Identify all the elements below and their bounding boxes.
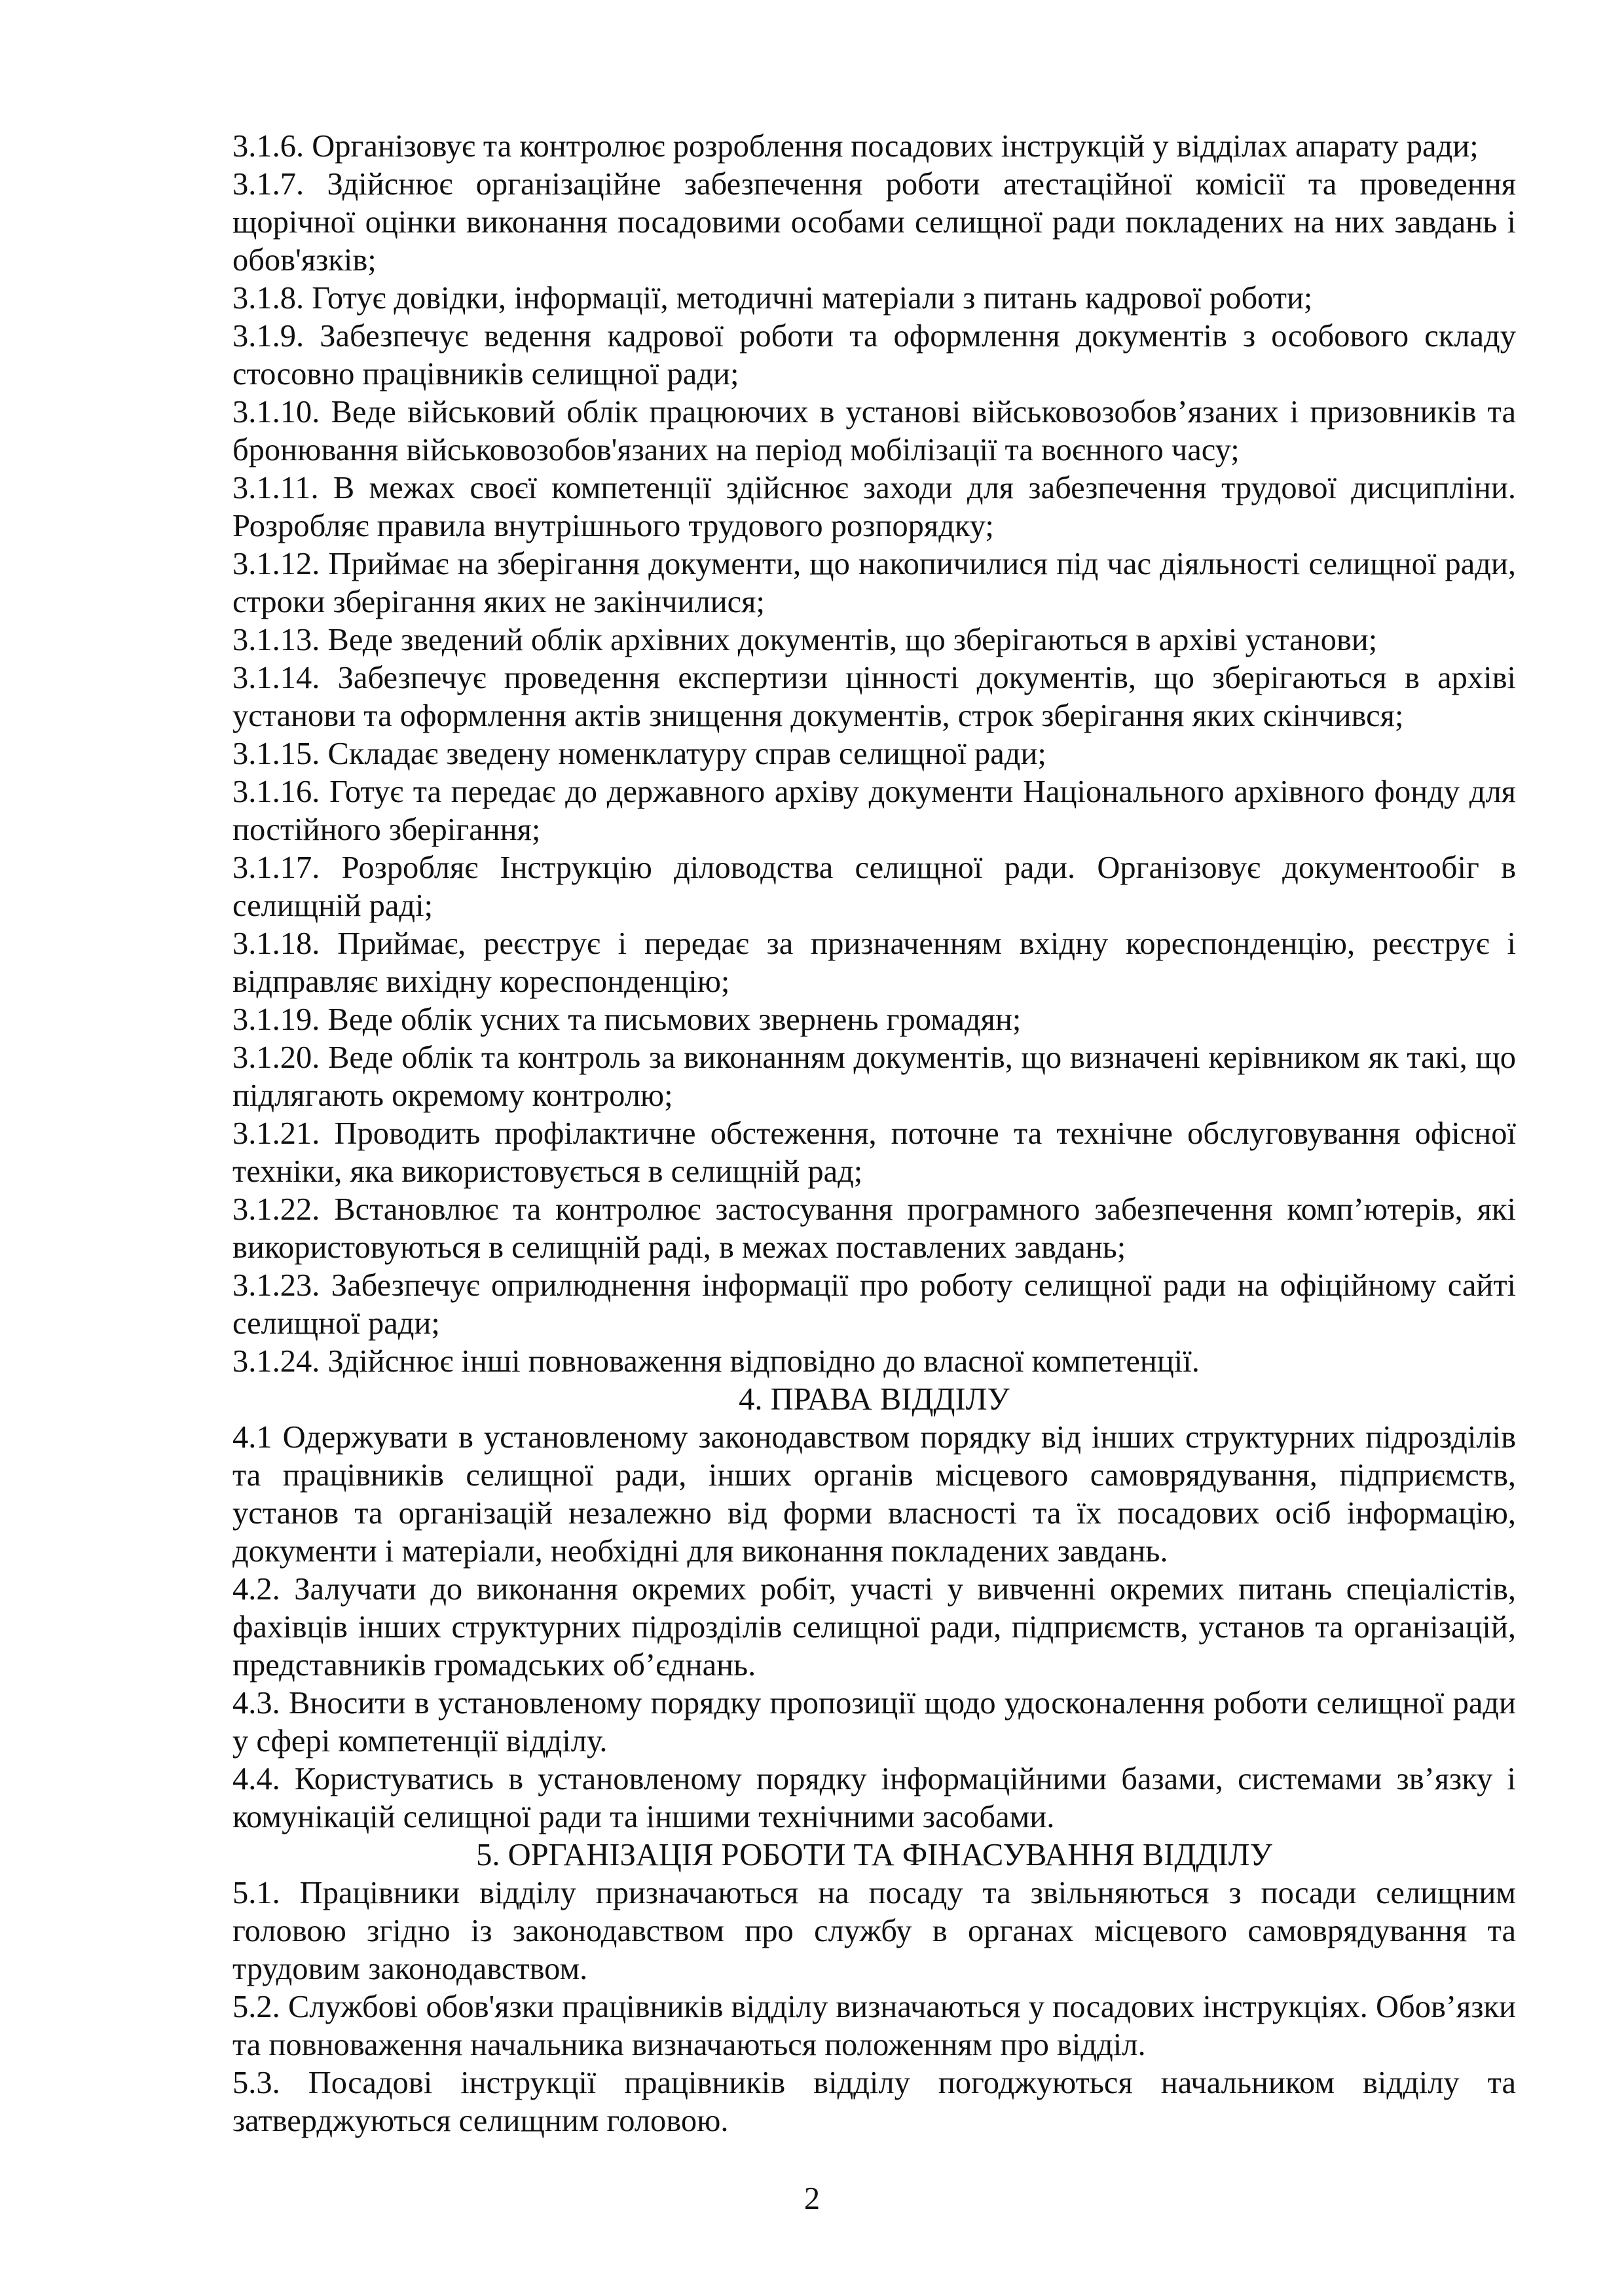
paragraph-4-2: 4.2. Залучати до виконання окремих робіт, участі у вивченні окремих питань спеціалістів, фахівців інших структурних підрозділів селищної ради, підприємств, установ та організацій, представників громадських об’єднань. <box>232 1572 1516 1683</box>
document-body <box>232 128 1516 2140</box>
paragraph-5-2: 5.2. Службові обов'язки працівників відділу визначаються у посадових інструкціях. Обов’язки та повноваження начальника визначаються положенням про відділ. <box>232 1990 1516 2062</box>
paragraph-3-1-6: 3.1.6. Організовує та контролює розроблення посадових інструкцій у відділах апарату ради; <box>232 129 1479 164</box>
paragraph-3-1-23: 3.1.23. Забезпечує оприлюднення інформації про роботу селищної ради на офіційному сайті селищної ради; <box>232 1268 1516 1341</box>
paragraph-5-1: 5.1. Працівники відділу призначаються на посаду та звільняються з посади селищним головою згідно із законодавством про службу в органах місцевого самоврядування та трудовим законодавством. <box>232 1876 1516 1986</box>
page-number: 2 <box>803 2181 821 2216</box>
paragraph-3-1-13: 3.1.13. Веде зведений облік архівних документів, що зберігаються в архіві установи; <box>232 623 1378 657</box>
paragraph-5-3: 5.3. Посадові інструкції працівників відділу погоджуються начальником відділу та затверджуються селищним головою. <box>232 2066 1516 2138</box>
paragraph-3-1-15: 3.1.15. Складає зведену номенклатуру справ селищної ради; <box>232 737 1046 771</box>
paragraph-3-1-18: 3.1.18. Приймає, реєструє і передає за призначенням вхідну кореспонденцію, реєструє і відправляє вихідну кореспонденцію; <box>232 926 1516 999</box>
paragraph-3-1-10: 3.1.10. Веде військовий облік працюючих в установі військовозобов’язаних і призовників та бронювання військовозобов'язаних на період мобілізації та воєнного часу; <box>232 395 1516 467</box>
paragraph-3-1-16: 3.1.16. Готує та передає до державного архіву документи Національного архівного фонду для постійного зберігання; <box>232 774 1516 847</box>
paragraph-3-1-19: 3.1.19. Веде облік усних та письмових звернень громадян; <box>232 1002 1022 1037</box>
paragraph-3-1-9: 3.1.9. Забезпечує ведення кадрової роботи та оформлення документів з особового складу стосовно працівників селищної ради; <box>232 319 1516 392</box>
paragraph-3-1-14: 3.1.14. Забезпечує проведення експертизи цінності документів, що зберігаються в архіві установи та оформлення актів знищення документів, строк зберігання яких скінчився; <box>232 661 1516 733</box>
section-heading-5: 5. ОРГАНІЗАЦІЯ РОБОТИ ТА ФІНАСУВАННЯ ВІДДІЛУ <box>476 1838 1272 1872</box>
paragraph-4-1: 4.1 Одержувати в установленому законодавством порядку від інших структурних підрозділів та працівників селищної ради, інших органів місцевого самоврядування, підприємств, установ та організацій незалежно від форми власності та їх посадових осіб інформацію, документи і матеріали, необхідні для виконання покладених завдань. <box>232 1420 1516 1569</box>
paragraph-3-1-20: 3.1.20. Веде облік та контроль за виконанням документів, що визначені керівником як такі, що підлягають окремому контролю; <box>232 1040 1516 1113</box>
paragraph-3-1-8: 3.1.8. Готує довідки, інформації, методичні матеріали з питань кадрової роботи; <box>232 281 1313 316</box>
paragraph-3-1-11: 3.1.11. В межах своєї компетенції здійснює заходи для забезпечення трудової дисципліни. Розробляє правила внутрішнього трудового розпорядку; <box>232 471 1516 543</box>
paragraph-3-1-24: 3.1.24. Здійснює інші повноваження відповідно до власної компетенції. <box>232 1344 1200 1379</box>
section-heading-4: 4. ПРАВА ВІДДІЛУ <box>739 1382 1010 1417</box>
paragraph-3-1-21: 3.1.21. Проводить профілактичне обстеження, поточне та технічне обслуговування офісної техніки, яка використовується в селищній рад; <box>232 1116 1516 1189</box>
paragraph-4-3: 4.3. Вносити в установленому порядку пропозиції щодо удосконалення роботи селищної ради у сфері компетенції відділу. <box>232 1686 1516 1758</box>
paragraph-4-4: 4.4. Користуватись в установленому порядку інформаційними базами, системами зв’язку і комунікацій селищної ради та іншими технічними засобами. <box>232 1762 1516 1834</box>
paragraph-3-1-7: 3.1.7. Здійснює організаційне забезпечення роботи атестаційної комісії та проведення щорічної оцінки виконання посадовими особами селищної ради покладених на них завдань і обов'язків; <box>232 167 1516 278</box>
paragraph-3-1-22: 3.1.22. Встановлює та контролює застосування програмного забезпечення комп’ютерів, які використовуються в селищній раді, в межах поставлених завдань; <box>232 1192 1516 1265</box>
paragraph-3-1-12: 3.1.12. Приймає на зберігання документи, що накопичилися під час діяльності селищної ради, строки зберігання яких не закінчилися; <box>232 547 1516 619</box>
paragraph-3-1-17: 3.1.17. Розробляє Інструкцію діловодства селищної ради. Організовує документообіг в селищній раді; <box>232 850 1516 923</box>
